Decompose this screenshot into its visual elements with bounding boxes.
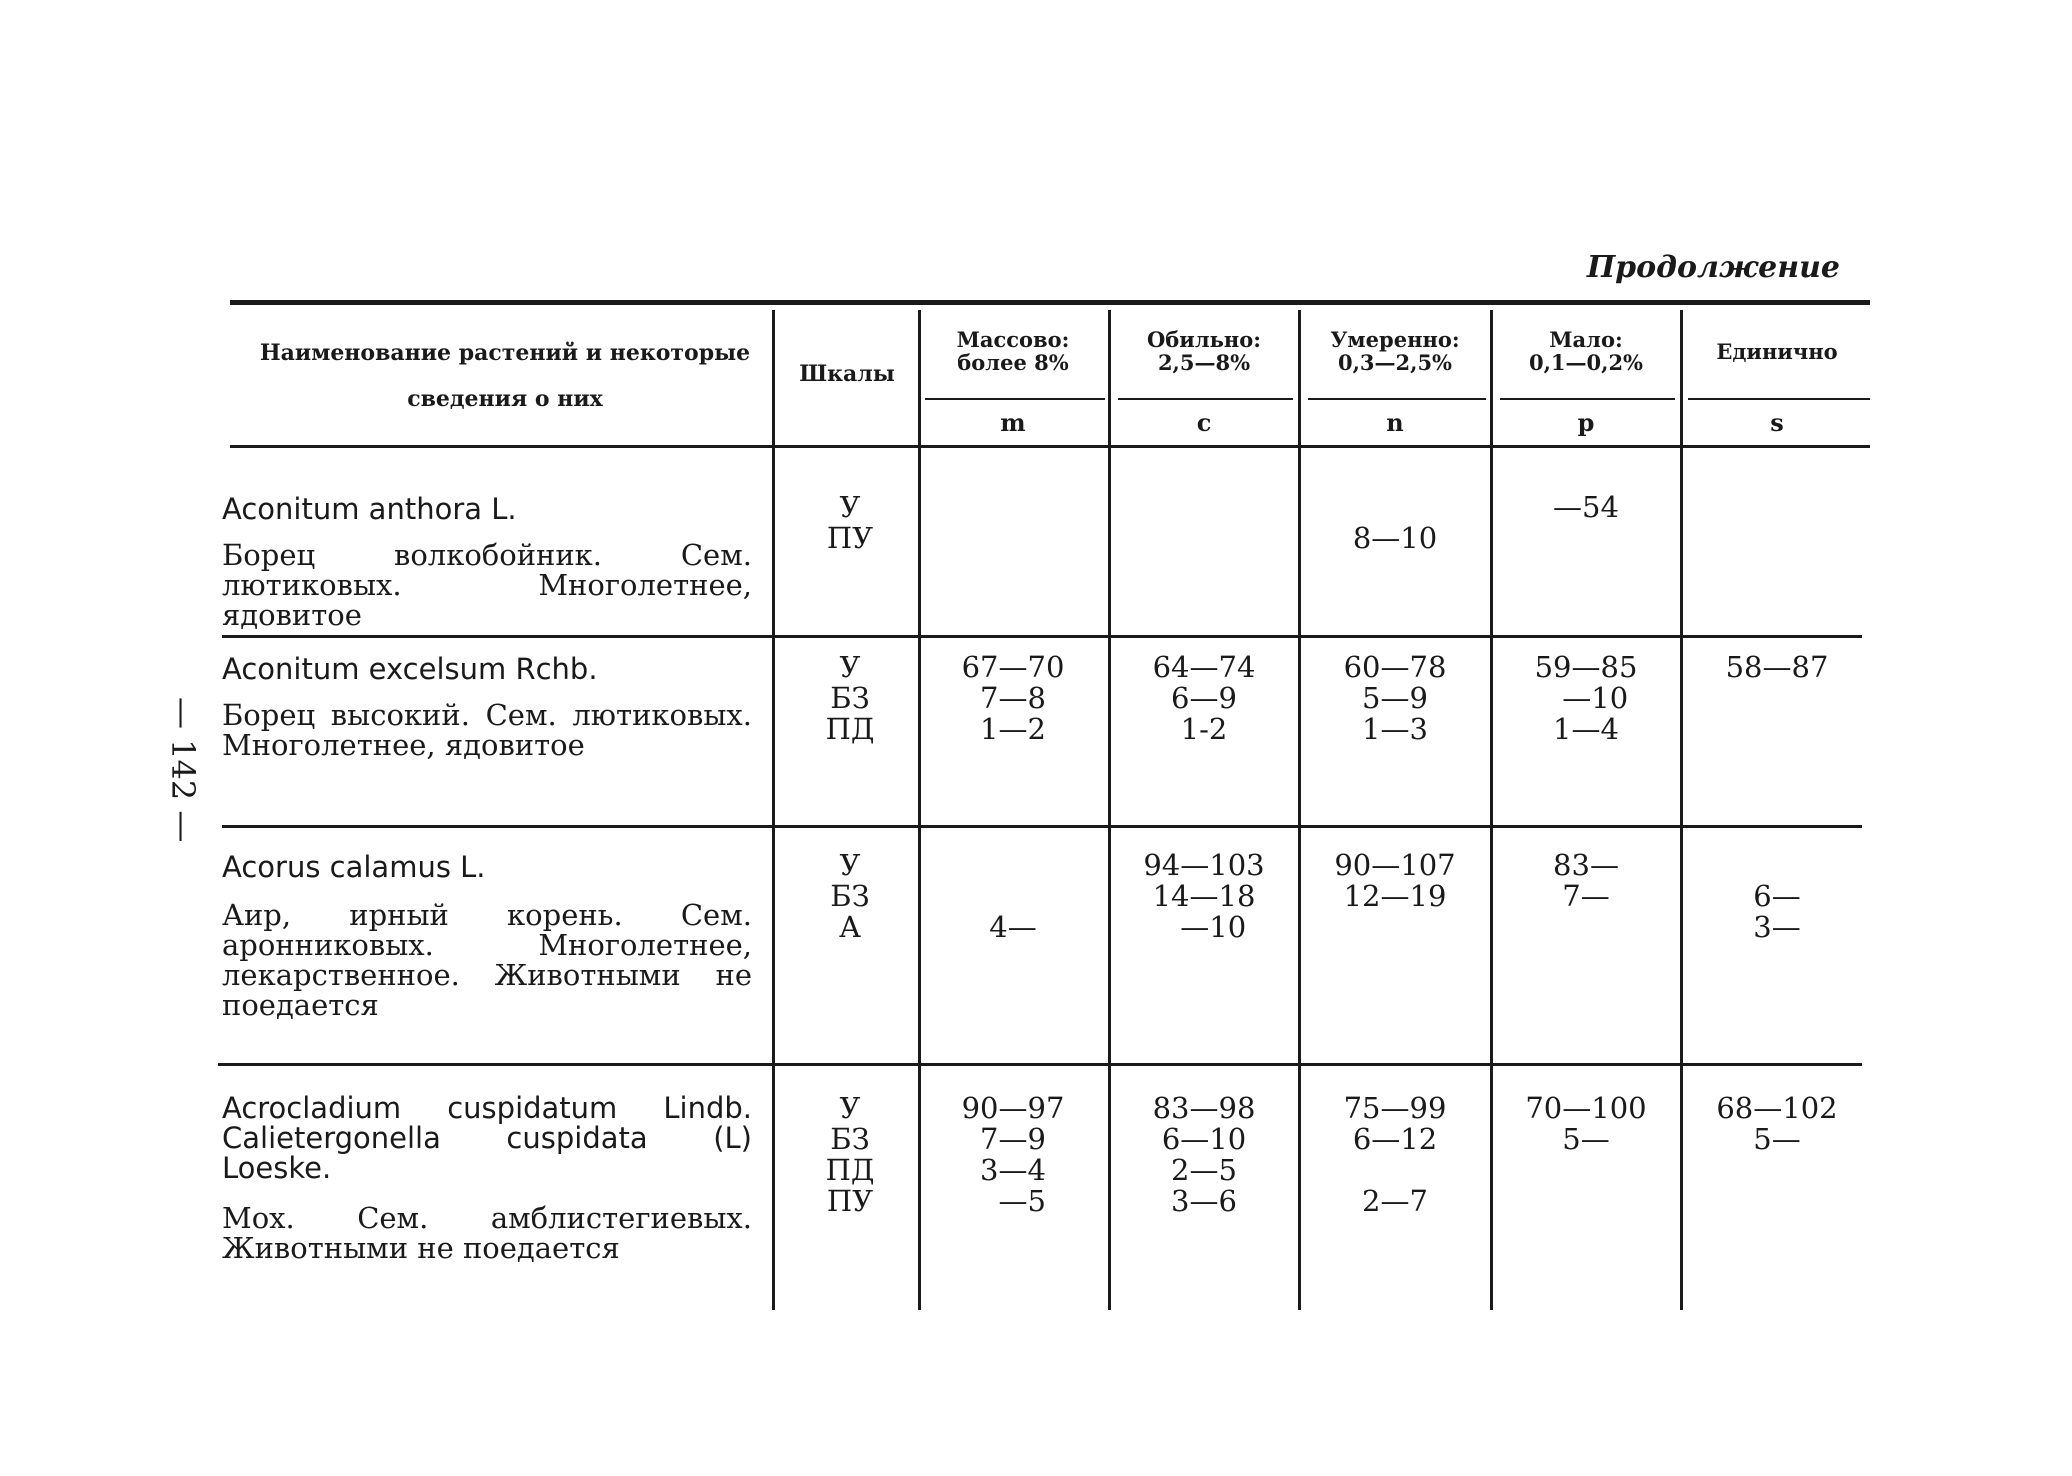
row4-latin-name: Acrocladium cuspidatum Lindb. Calietergonella cuspidata (L) Loeske.: [222, 1091, 752, 1185]
header-scales: Шкалы: [799, 361, 895, 387]
header-letter-s: s: [1770, 408, 1784, 437]
col-line-m: [918, 310, 921, 1310]
row3-latin-name: Acorus calamus L.: [222, 850, 486, 884]
row2-description: Борец высокий. Сем. лютиковых. Многолетнее, ядовитое: [222, 698, 752, 762]
header-col-c-title: Обильно:: [1146, 327, 1262, 352]
row-divider-2: [222, 825, 1862, 828]
header-col-s: [1684, 340, 1870, 363]
row3-description: Аир, ирный корень. Сем. аронниковых. Многолетнее, лекарственное. Животными не поедается: [222, 898, 752, 1022]
row4-scales: У БЗ ПД ПУ: [825, 1091, 875, 1218]
row-divider-1: [222, 635, 1862, 638]
row3-scales: У БЗ А: [830, 848, 870, 944]
row2-cell-p: 59—85 —10 1—4: [1534, 650, 1638, 746]
row2-scales: У БЗ ПД: [825, 650, 875, 746]
row2-cell-n: 60—78 5—9 1—3: [1343, 650, 1447, 746]
col-line-n: [1298, 310, 1301, 1310]
header-col-p-title: Мало:: [1549, 327, 1623, 352]
row4-description: Мох. Сем. амблистегиевых. Животными не поедается: [222, 1201, 752, 1265]
row2-cell-c: 64—74 6—9 1-2: [1152, 650, 1256, 746]
row2-cell-s: 58—87: [1725, 650, 1829, 684]
row1-description: Борец волкобойник. Сем. лютиковых. Многолетнее, ядовитое: [222, 538, 752, 632]
header-sub-rule-s: [1688, 398, 1870, 400]
header-col-m-range: более 8%: [957, 350, 1069, 375]
header-name-line2: сведения о них: [407, 386, 603, 412]
header-sub-rule-n: [1308, 398, 1486, 400]
row4-cell-c: 83—98 6—10 2—5 3—6: [1152, 1091, 1256, 1218]
header-col-c-range: 2,5—8%: [1157, 350, 1251, 375]
header-letter-n: n: [1386, 408, 1404, 437]
row4-cell-m: 90—97 7—9 3—4 —5: [961, 1091, 1065, 1218]
header-sub-rule-c: [1118, 398, 1293, 400]
row3-cell-m: 4—: [989, 910, 1037, 944]
header-col-m: [922, 328, 1104, 374]
row1-cell-n: 8—10: [1352, 521, 1438, 555]
row-divider-3: [218, 1063, 1862, 1066]
header-col-p: [1494, 328, 1678, 374]
header-bottom-rule: [230, 445, 1870, 448]
row1-latin-name: Aconitum anthora L.: [222, 492, 517, 526]
header-col-n-title: Умеренно:: [1330, 327, 1460, 352]
row3-cell-s: 6— 3—: [1753, 879, 1801, 944]
col-line-p: [1490, 310, 1493, 1310]
row4-cell-n: 75—99 6—12 2—7: [1343, 1091, 1447, 1218]
page-number: — 142 —: [164, 697, 202, 843]
header-letter-p: p: [1577, 408, 1595, 437]
header-col-m-title: Массово:: [956, 327, 1070, 352]
header-sub-rule-p: [1500, 398, 1675, 400]
row1-cell-p: —54: [1553, 490, 1619, 524]
header-letter-m: m: [1000, 408, 1026, 437]
row3-cell-p: 83— 7—: [1553, 848, 1619, 913]
header-name-line1: Наименование растений и некоторые: [259, 340, 751, 366]
header-col-s-title: Единично: [1716, 339, 1838, 364]
row2-latin-name: Aconitum excelsum Rchb.: [222, 652, 598, 686]
header-col-n-range: 0,3—2,5%: [1337, 350, 1453, 375]
header-name: [250, 330, 760, 422]
header-sub-rule-m: [925, 398, 1105, 400]
col-line-s: [1680, 310, 1683, 1310]
col-line-c: [1108, 310, 1111, 1310]
row2-cell-m: 67—70 7—8 1—2: [961, 650, 1065, 746]
continuation-label: Продолжение: [1586, 250, 1840, 285]
row4-cell-p: 70—100 5—: [1525, 1091, 1647, 1156]
table-top-rule: [230, 300, 1870, 305]
header-col-p-range: 0,1—0,2%: [1528, 350, 1644, 375]
row4-cell-s: 68—102 5—: [1716, 1091, 1838, 1156]
row3-cell-n: 90—107 12—19: [1334, 848, 1456, 913]
header-col-n: [1302, 328, 1488, 374]
header-col-c: [1112, 328, 1296, 374]
header-letter-c: c: [1196, 408, 1212, 437]
col-line-scales: [772, 310, 775, 1310]
row3-cell-c: 94—103 14—18 —10: [1143, 848, 1265, 944]
row1-scales: У ПУ: [826, 490, 874, 555]
